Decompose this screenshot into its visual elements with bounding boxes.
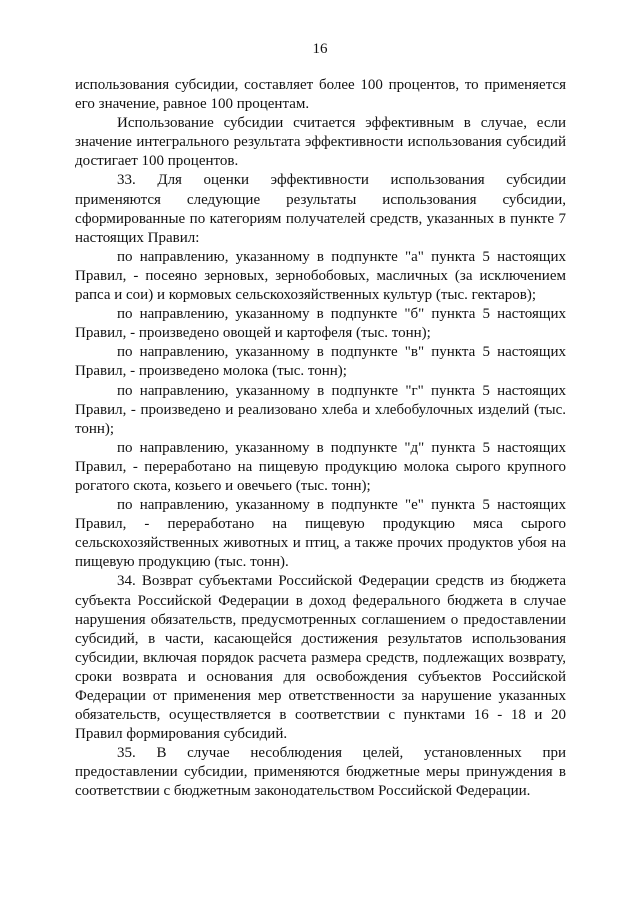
- list-item-a: по направлению, указанному в подпункте "а" пункта 5 настоящих Правил, - посеяно зерновых, зернобобовых, масличных (за исключением рапса и сои) и кормовых сельскохозяйственных культур (тыс. гектаров);: [75, 248, 566, 304]
- list-item-g: по направлению, указанному в подпункте "г" пункта 5 настоящих Правил, - произведено и реализовано хлеба и хлебобулочных изделий (тыс. тонн);: [75, 382, 566, 437]
- paragraph-continuation: использования субсидии, составляет более 100 процентов, то применяется его значение, равное 100 процентам.: [75, 77, 566, 113]
- page-number: 16: [312, 41, 328, 57]
- list-item-v: по направлению, указанному в подпункте "в" пункта 5 настоящих Правил, - произведено молока (тыс. тонн);: [75, 344, 566, 380]
- list-item-e: по направлению, указанному в подпункте "е" пункта 5 настоящих Правил, - переработано на пищевую продукцию мяса сырого сельскохозяйственных животных и птиц, а также прочих продуктов убоя на пищевую продукцию (тыс. тонн).: [75, 497, 566, 571]
- document-body: [75, 76, 566, 802]
- paragraph-34: 34. Возврат субъектами Российской Федерации средств из бюджета субъекта Российской Федерации в доход федерального бюджета в случае нарушения обязательств, предусмотренных соглашением о предоставлении субсидий, в части, касающейся достижения результатов использования субсидии, включая порядок расчета размера средств, подлежащих возврату, сроки возврата и основания для освобождения субъектов Российской Федерации от применения мер ответственности за нарушение указанных обязательств, осуществляется в соответствии с пунктами 16 - 18 и 20 Правил формирования субсидий.: [75, 573, 566, 743]
- paragraph-33: 33. Для оценки эффективности использования субсидии применяются следующие результаты использования субсидии, сформированные по категориям получателей средств, указанных в пункте 7 настоящих Правил:: [75, 172, 566, 246]
- paragraph-efficiency-condition: Использование субсидии считается эффективным в случае, если значение интегрального результата эффективности использования субсидий достигает 100 процентов.: [75, 115, 566, 170]
- list-item-d: по направлению, указанному в подпункте "д" пункта 5 настоящих Правил, - переработано на пищевую продукцию молока сырого крупного рогатого скота, козьего и овечьего (тыс. тонн);: [75, 439, 566, 494]
- list-item-b: по направлению, указанному в подпункте "б" пункта 5 настоящих Правил, - произведено овощей и картофеля (тыс. тонн);: [75, 306, 566, 342]
- paragraph-35: 35. В случае несоблюдения целей, установленных при предоставлении субсидии, применяются бюджетные меры принуждения в соответствии с бюджетным законодательством Российской Федерации.: [75, 745, 566, 800]
